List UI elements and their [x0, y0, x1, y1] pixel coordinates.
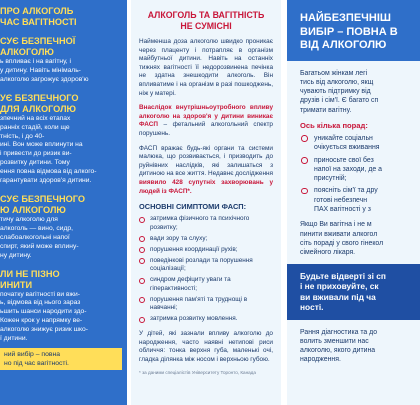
paragraph-period: зпечний на всіх етапах ранніх стадій, коли ще тність, і до 40- ині. Вон може вплинути на і привести до ризик ви- розвитку дитини. Тому ення повна відмова від алкого- гарантувати здоров'я дитини. [0, 114, 97, 185]
bullet-circle-icon [139, 278, 145, 284]
right-panel [287, 0, 420, 405]
heading-no-safe-type: СУЄ БЕЗПЕЧНОГО Ю АЛКОГОЛЮ [0, 193, 86, 215]
bullet-circle-icon [139, 297, 145, 303]
list-item: поясніть сім'ї та дру готові небезпечн ПАХ вагітності у з [300, 186, 420, 214]
right-outro [287, 328, 420, 365]
bullet-circle-icon [139, 258, 145, 264]
heading-no-safe-dose: СУЄ БЕЗПЕЧНОЇ АЛКОГОЛЮ [0, 36, 76, 57]
paragraph-fasd-effects: ФАСП вражає будь-які органи та системи малюка, що розвивається, і призводить до руйнівних наслідків, які залишаться з дитиною на все життя. Недавнє дослідження виявило 428 супутніх захворювань у людей із ФАСП*. [139, 144, 273, 195]
heading-no-safe-period: УЄ БЕЗПЕЧНОГО ДЛЯ АЛКОГОЛЮ [0, 92, 79, 114]
paragraph-early-diagnosis: Рання діагностика та до волить зменшити нас алкоголю, якого дитина народження. [300, 328, 378, 364]
list-item: порушення пам'яті та труднощі в навчанні; [139, 296, 273, 313]
right-title: НАЙБЕЗПЕЧНІШ ВИБІР – ПОВНА В ВІД АЛКОГОЛЮ [300, 12, 398, 51]
list-item: порушення координації рухів; [139, 246, 273, 255]
paragraph-type: тичу алкоголю для алкоголь — вино, сидр, слабоалкогольні напої спирт, який може вплину- ну дитину. [0, 215, 79, 259]
paragraph-placenta: Найменша доза алкоголю швидко проникає через плаценту і потрапляє в організм майбутньої дитини. Навіть на останніх тижнях вагітності її недорозвинена печінка не здатна знешкодити алкоголь. Він впливатиме і на організм в разі пошкоджень, ніж у матері. [139, 38, 273, 97]
bullet-circle-icon [139, 217, 145, 223]
middle-panel [131, 0, 281, 405]
list-item: вади зору та слуху; [139, 235, 273, 244]
paragraph-support: Багатьом жінкам легі тись від алкоголю, якщ чувають підтримку від друзів і сім'ї. Є багато сп тримати вагітну. [300, 69, 379, 114]
right-title-bar [287, 0, 420, 61]
bullet-circle-icon [139, 317, 145, 323]
heading-alcohol-pregnancy: ПРО АЛКОГОЛЬ ЧАС ВАГІТНОСТІ [0, 6, 77, 27]
list-item: затримка фізичного та психічного розвитку; [139, 215, 273, 232]
bullet-circle-icon [301, 157, 308, 164]
right-body [287, 61, 420, 258]
bullet-circle-icon [301, 188, 308, 195]
paragraph-consult-doctor: Якщо Ви вагітна і не м пинити вживати алкогол сіть пораді у свого гінекол сімейного лікаря. [300, 221, 384, 257]
bullet-circle-icon [139, 236, 145, 242]
symptoms-heading: ОСНОВНІ СИМПТОМИ ФАСП: [139, 202, 247, 212]
bullet-circle-icon [139, 247, 145, 253]
symptoms-list [139, 215, 273, 324]
paragraph-effect: ь впливає і на вагітну, і у дитину. Навіть мінімаль- алкоголю загрожує здоров'ю [0, 58, 89, 83]
list-item: уникайте соціальн очікується вживання [300, 134, 420, 153]
left-panel [0, 0, 127, 405]
bullet-circle-icon [301, 135, 308, 142]
list-item: приносьте свої без напої на заходи, де а присутній; [300, 156, 420, 184]
paragraph-facial-features: У дітей, які зазнали впливу алкоголю до народження, часто наявні нетипові риси обличчя: тонка верхня губа, маленькі очі, гладка ділянка між носом і верхньою губою. [139, 329, 273, 363]
left-callout: ний вибір – повна но під час вагітності. [0, 348, 122, 370]
heading-not-too-late: ЛИ НЕ ПІЗНО ИНИТИ [0, 268, 60, 290]
list-item: поведінкові розлади та порушення соціалізації; [139, 257, 273, 274]
tips-heading: Ось кілька порад: [300, 120, 368, 130]
paragraph-not-too-late: початку вагітності ви вжи- ь, відмова від нього зараз ьшить шанси народити здо- Кожен крок у напрямку ве- алкоголю знижує ризик шко- ї дитини. [0, 290, 88, 343]
list-item: затримка розвитку мовлення. [139, 315, 273, 324]
footnote: * за даними спеціалістів Університету Торонто, Канада [139, 370, 256, 376]
paragraph-fasd-origin: Внаслідок внутрішньоутробного впливу алкоголю на здоров'я у дитини виникає ФАСП – фетальний алкогольний спектр порушень. [139, 104, 273, 137]
middle-title: АЛКОГОЛЬ ТА ВАГІТНІСТЬ НЕ СУМІСНІ [147, 10, 265, 31]
right-callout: Будьте відверті зі сп і не приховуйте, ск ви вживали під ча ності. [287, 264, 420, 320]
list-item: синдром дефіциту уваги та гіперактивності; [139, 276, 273, 293]
tips-list [300, 134, 420, 214]
